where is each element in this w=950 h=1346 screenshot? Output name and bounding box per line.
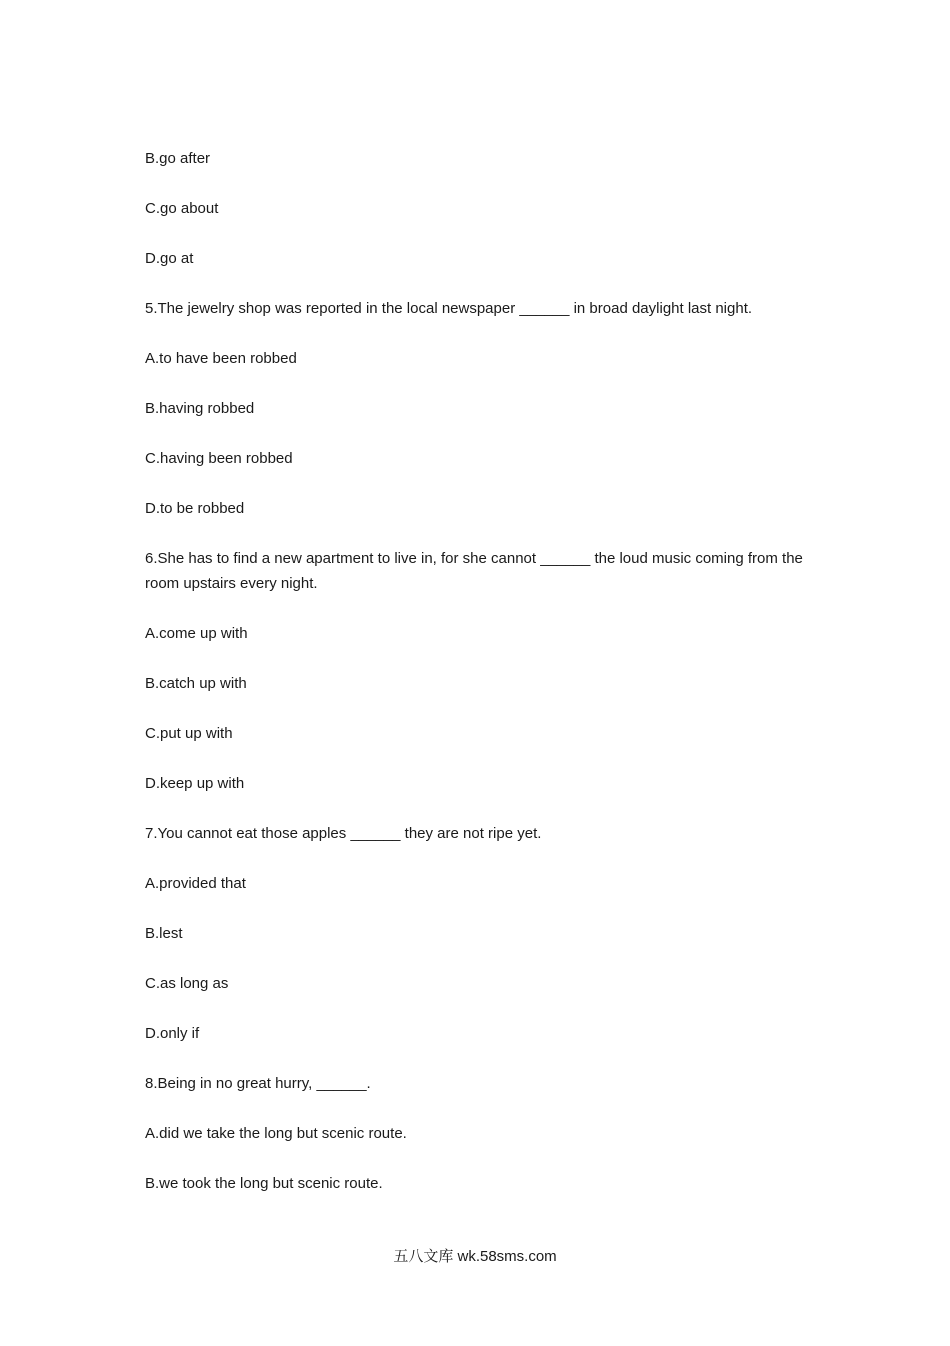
question-text: 5.The jewelry shop was reported in the local newspaper ______ in broad daylight last night. bbox=[145, 300, 753, 317]
option-text: C.as long as bbox=[145, 975, 229, 992]
option-text: D.to be robbed bbox=[145, 500, 245, 517]
option-text: A.come up with bbox=[145, 625, 248, 642]
document-body bbox=[145, 146, 810, 1221]
option-text: A.provided that bbox=[145, 875, 246, 892]
option-text: B.lest bbox=[145, 925, 183, 942]
question-text: 8.Being in no great hurry, ______. bbox=[145, 1075, 371, 1092]
option-text: B.having robbed bbox=[145, 400, 255, 417]
option-text: C.put up with bbox=[145, 725, 233, 742]
option-text: C.having been robbed bbox=[145, 450, 293, 467]
option-text: D.go at bbox=[145, 250, 194, 267]
page-footer: 五八文库 wk.58sms.com bbox=[393, 1248, 557, 1265]
option-text: D.only if bbox=[145, 1025, 200, 1042]
question-text: 6.She has to find a new apartment to live in, for she cannot ______ the loud music coming from the room upstairs every night. bbox=[145, 550, 803, 592]
option-text: C.go about bbox=[145, 200, 219, 217]
option-text: B.catch up with bbox=[145, 675, 247, 692]
option-text: B.go after bbox=[145, 150, 211, 167]
question-text: 7.You cannot eat those apples ______ they are not ripe yet. bbox=[145, 825, 542, 842]
option-text: A.to have been robbed bbox=[145, 350, 297, 367]
option-text: D.keep up with bbox=[145, 775, 245, 792]
option-text: B.we took the long but scenic route. bbox=[145, 1175, 383, 1192]
option-text: A.did we take the long but scenic route. bbox=[145, 1125, 407, 1142]
